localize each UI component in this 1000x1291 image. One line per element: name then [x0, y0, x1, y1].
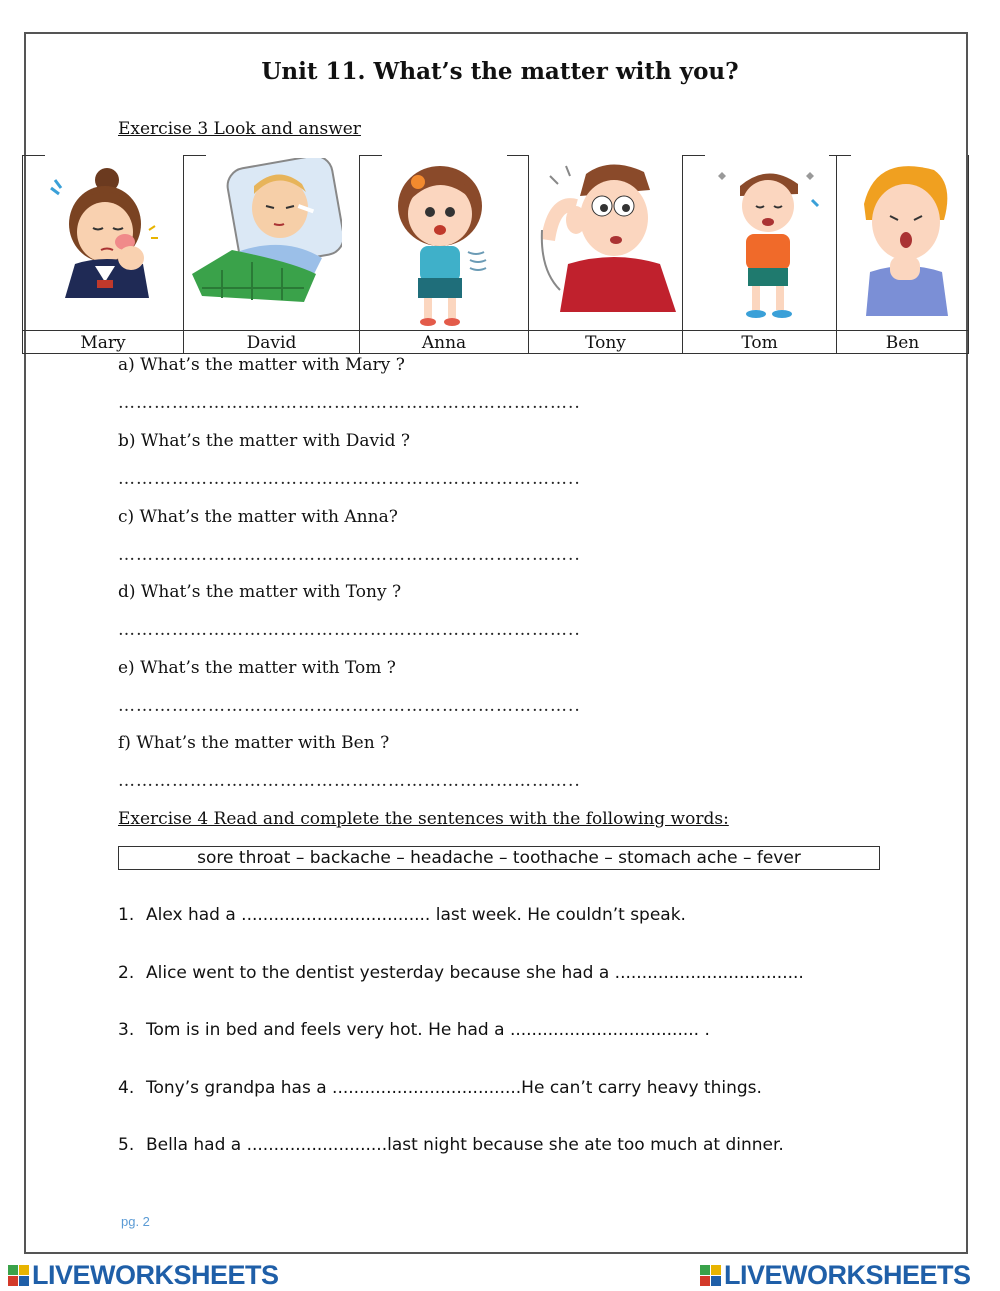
name-tony: Tony [529, 331, 683, 353]
name-david: David [184, 331, 360, 353]
sentence-number: 5. [118, 1135, 135, 1155]
question-e: e) What’s the matter with Tom ? [118, 658, 396, 678]
name-mary: Mary [23, 331, 184, 353]
anna-stomach-ache-illustration [390, 160, 500, 330]
question-a: a) What’s the matter with Mary ? [118, 355, 405, 375]
word-bank: sore throat – backache – headache – toothache – stomach ache – fever [118, 846, 880, 870]
name-tom: Tom [683, 331, 837, 353]
sentence-text[interactable]: Alice went to the dentist yesterday because she had a ................................... [146, 963, 804, 983]
answer-field-b[interactable]: ………………………………………………………………….. [118, 469, 581, 489]
sentence-4 [118, 1078, 762, 1098]
names-row [22, 330, 969, 354]
logo-text: LIVEWORKSHEETS [32, 1260, 279, 1290]
david-fever-illustration [192, 158, 342, 306]
sentence-text[interactable]: Tom is in bed and feels very hot. He had a ................................... . [146, 1020, 710, 1040]
liveworksheets-logo-left[interactable] [8, 1260, 279, 1291]
logo-blocks-icon [700, 1265, 721, 1286]
tony-earache-illustration [540, 160, 685, 312]
sentence-1 [118, 905, 686, 925]
liveworksheets-logo-right[interactable] [700, 1260, 971, 1291]
question-d: d) What’s the matter with Tony ? [118, 582, 402, 602]
sentence-number: 3. [118, 1020, 135, 1040]
sentence-number: 2. [118, 963, 135, 983]
answer-field-a[interactable]: ………………………………………………………………….. [118, 393, 581, 413]
sentence-text[interactable]: Alex had a ................................... last week. He couldn’t speak. [146, 905, 686, 925]
name-anna: Anna [360, 331, 529, 353]
sentence-text[interactable]: Bella had a ..........................last night because she ate too much at dinner. [146, 1135, 784, 1155]
ben-sore-throat-illustration [856, 160, 956, 320]
answer-field-c[interactable]: ………………………………………………………………….. [118, 545, 581, 565]
sentence-2 [118, 963, 804, 983]
answer-field-f[interactable]: ………………………………………………………………….. [118, 771, 581, 791]
question-c: c) What’s the matter with Anna? [118, 507, 398, 527]
answer-field-d[interactable]: ………………………………………………………………….. [118, 620, 581, 640]
answer-field-e[interactable]: ………………………………………………………………….. [118, 696, 581, 716]
sentence-3 [118, 1020, 710, 1040]
exercise-3-heading: Exercise 3 Look and answer [118, 119, 361, 139]
sentence-number: 4. [118, 1078, 135, 1098]
sentence-5 [118, 1135, 784, 1155]
sentence-text[interactable]: Tony’s grandpa has a ...................................He can’t carry heavy things. [146, 1078, 762, 1098]
exercise-4-heading: Exercise 4 Read and complete the sentences with the following words: [118, 809, 729, 829]
question-b: b) What’s the matter with David ? [118, 431, 410, 451]
page-title: Unit 11. What’s the matter with you? [261, 58, 739, 85]
name-ben: Ben [885, 333, 920, 353]
page-number: pg. 2 [121, 1214, 150, 1229]
logo-blocks-icon [8, 1265, 29, 1286]
question-f: f) What’s the matter with Ben ? [118, 733, 390, 753]
sentence-number: 1. [118, 905, 135, 925]
mary-toothache-illustration [45, 166, 160, 306]
tom-headache-illustration [712, 162, 827, 322]
logo-text: LIVEWORKSHEETS [724, 1260, 971, 1290]
